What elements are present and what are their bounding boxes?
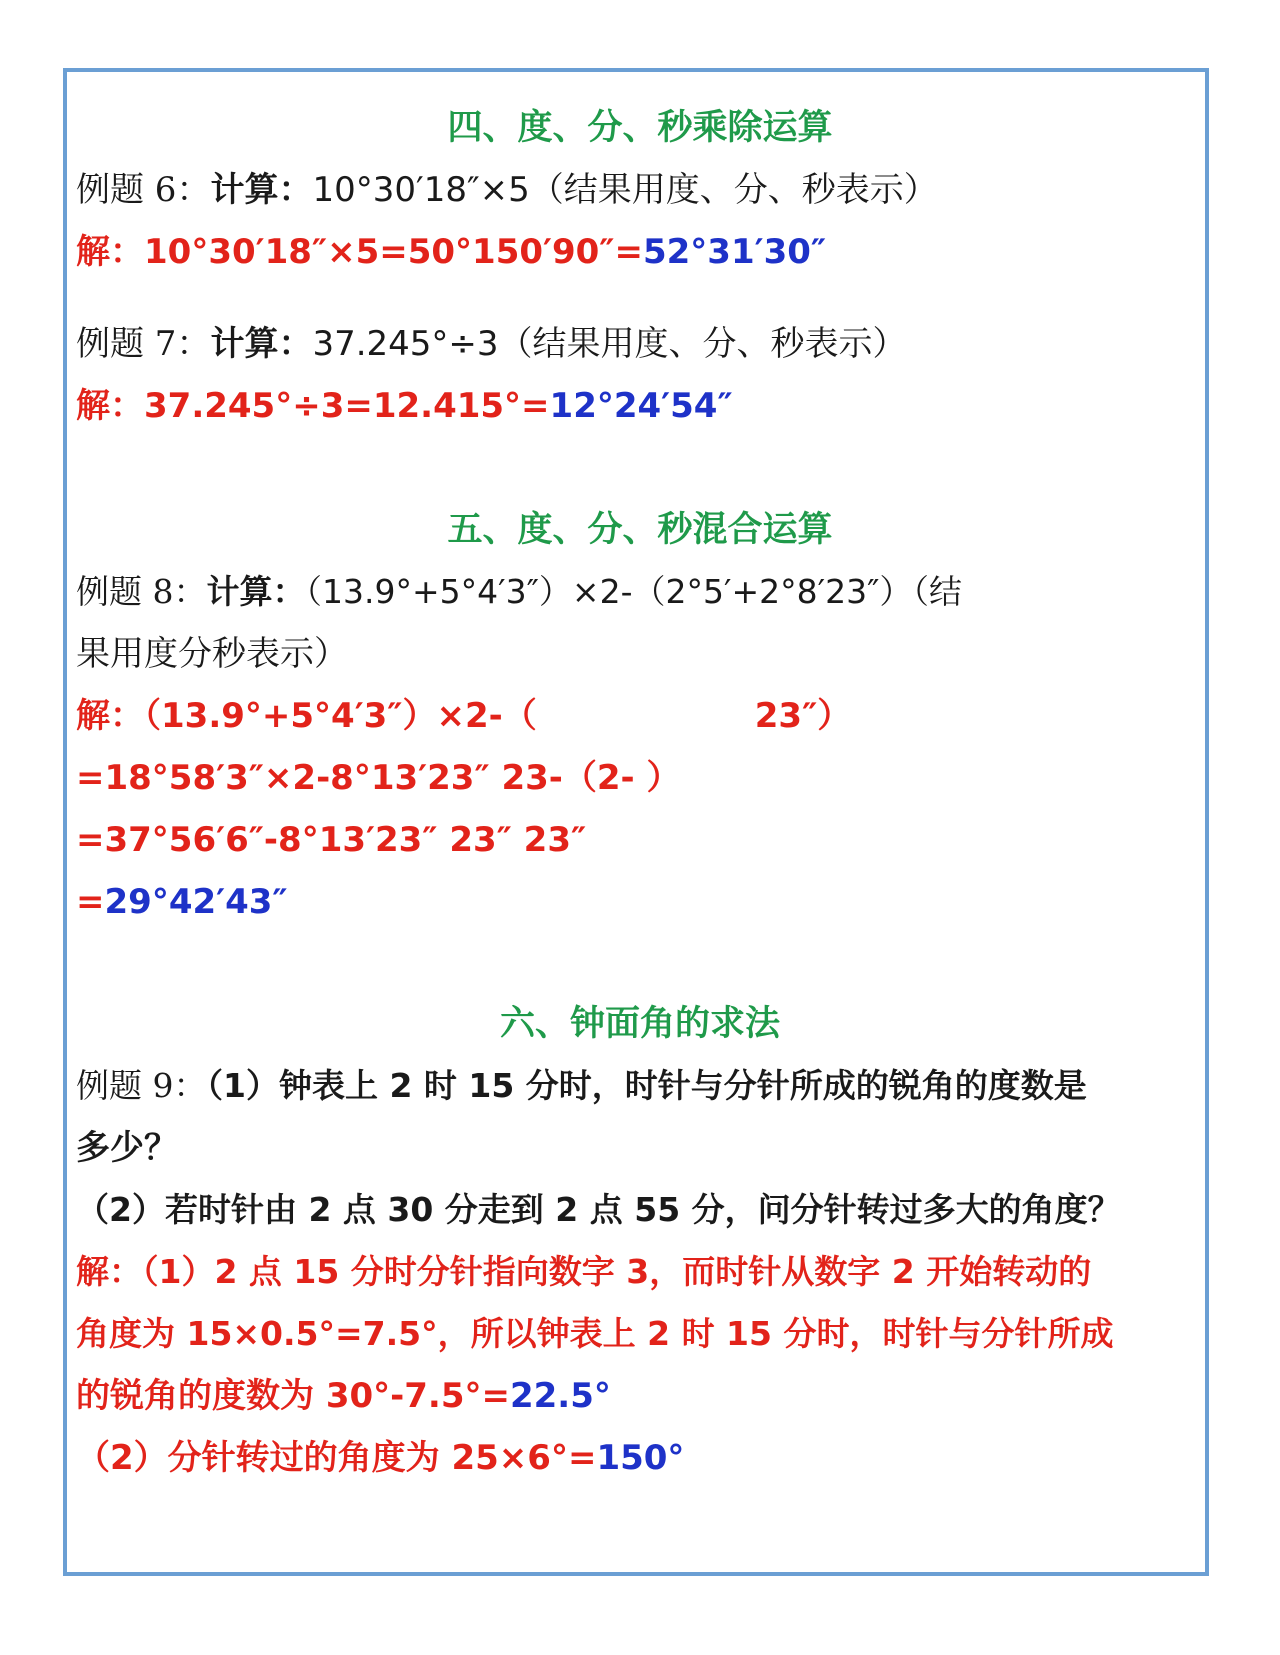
example6-expr: 10°30′18″×5 [312, 170, 530, 210]
example9-solution-line2: 角度为 15×0.5°=7.5°，所以钟表上 2 时 15 分时，时针与分针所成 [76, 1314, 1114, 1353]
example9-solution-line1 [76, 1250, 1091, 1294]
example8-solution-line3: =37°56′6″-8°13′23″ 23″ 23″ [76, 820, 587, 860]
section5-title: 五、度、分、秒混合运算 [447, 509, 833, 550]
example6-label: 例题 6： [76, 170, 211, 210]
example8-calc: 计算： [206, 572, 306, 611]
example9-label: 例题 9： [76, 1066, 207, 1105]
example8-question-line1 [76, 570, 962, 614]
example9-sol2-answer: 150° [596, 1438, 685, 1478]
example9-sol1-answer: 22.5° [509, 1376, 611, 1416]
example6-sol-answer: 52°31′30″ [642, 232, 827, 272]
example6-question [76, 168, 938, 212]
example8-note-end: 果用度分秒表示） [76, 634, 348, 674]
example8-expr: （13.9°+5°4′3″）×2-（2°5′+2°8′23″） [305, 572, 913, 611]
example8-label: 例题 8： [76, 572, 207, 611]
example7-sol-label: 解： [76, 386, 144, 426]
example7-sol-red: 37.245°÷3=12.415°= [144, 386, 550, 426]
example8-sol-equals: = [76, 882, 105, 922]
example7-question [76, 322, 907, 366]
example6-sol-red: 10°30′18″×5=50°150′90″= [144, 232, 643, 272]
example6-solution [76, 230, 826, 274]
example7-label: 例题 7： [76, 324, 211, 364]
example6-note: （结果用度、分、秒表示） [529, 170, 938, 210]
example8-sol-label: 解： [76, 696, 144, 736]
example8-sol-line1-start: （13.9°+5°4′3″）×2-（ [144, 696, 537, 736]
example9-q1-start: （1）钟表上 2 时 15 分时，时针与分针所成的锐角的度数是 [206, 1066, 1087, 1105]
example7-note: （结果用度、分、秒表示） [498, 324, 907, 364]
example9-question-line1 [76, 1064, 1087, 1108]
example7-calc: 计算： [210, 324, 313, 364]
example8-sol-line1-end: 23″） [754, 696, 852, 736]
example9-question-part2: （2）若时针由 2 点 30 分走到 2 点 55 分，问分针转过多大的角度？ [76, 1190, 1121, 1229]
section4-title: 四、度、分、秒乘除运算 [447, 107, 833, 148]
example9-solution-line3 [76, 1374, 611, 1418]
example7-sol-answer: 12°24′54″ [549, 386, 733, 426]
example9-sol1-end: 的锐角的度数为 30°-7.5°= [76, 1376, 510, 1416]
example8-sol-answer: 29°42′43″ [104, 882, 288, 922]
example9-sol2: （2）分针转过的角度为 25×6°= [76, 1438, 597, 1478]
example8-solution-line4 [76, 880, 288, 924]
example7-expr: 37.245°÷3 [312, 324, 499, 364]
example6-sol-label: 解： [76, 232, 144, 272]
example9-sol-label: 解： [76, 1252, 142, 1291]
example7-solution [76, 384, 733, 428]
example9-sol1-start: （1）2 点 15 分时分针指向数字 3，而时针从数字 2 开始转动的 [142, 1252, 1092, 1291]
example8-note-start: （结 [912, 572, 962, 611]
example9-solution-line4 [76, 1436, 684, 1480]
example9-question-line2: 多少？ [76, 1128, 178, 1168]
example8-solution-line2: =18°58′3″×2-8°13′23″ 23-（2- ） [76, 758, 681, 798]
section6-title: 六、钟面角的求法 [499, 1003, 780, 1044]
example6-calc: 计算： [210, 170, 313, 210]
example8-question-line2 [76, 632, 348, 676]
example8-solution-line1 [76, 694, 851, 738]
